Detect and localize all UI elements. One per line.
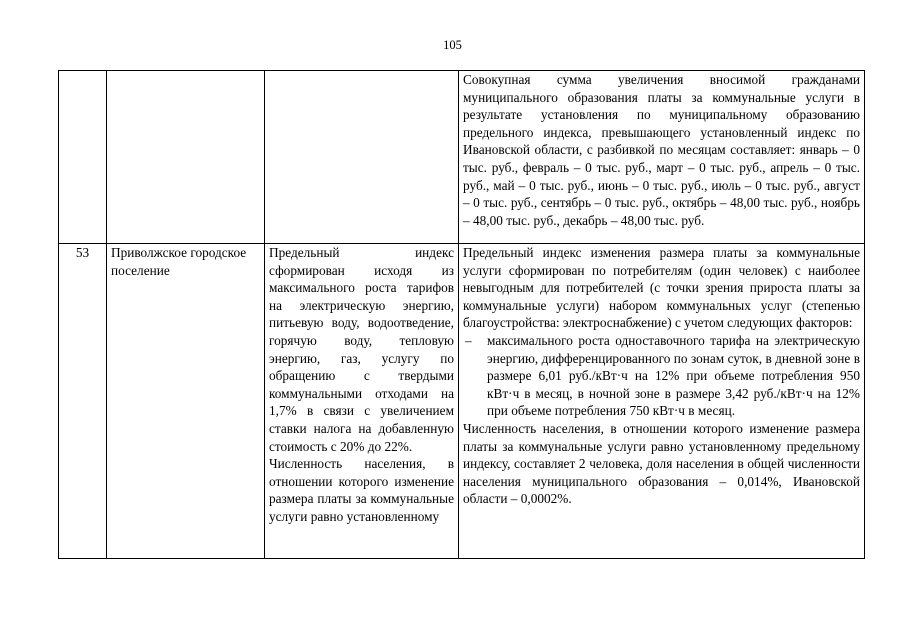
list-item bbox=[463, 332, 860, 420]
row-number-cell bbox=[59, 71, 107, 244]
description-outro-paragraph: Численность населения, в отношении которого изменение размера платы за коммунальные услуги равно установленному предельному индексу, составляет 2 человека, доля населения в общей численности населения муниципального образования – 0,014%, Ивановской области – 0,0002%. bbox=[463, 420, 860, 507]
row-number-cell: 53 bbox=[59, 244, 107, 559]
table-row bbox=[59, 71, 865, 244]
index-basis-cell bbox=[265, 244, 459, 559]
table-row bbox=[59, 244, 865, 559]
population-basis-paragraph: Численность населения, в отношении которого изменение размера платы за коммунальные услуги равно установленному bbox=[269, 456, 454, 524]
page-number: 105 bbox=[443, 38, 462, 52]
factor-text: максимального роста одноставочного тарифа на электрическую энергию, дифференцированного по зонам суток, в дневной зоне в размере 6,01 руб./кВт·ч на 12% при объеме потребления 950 кВт·ч в месяц, в ночной зоне в размере 3,42 руб./кВт·ч на 12% при объеме потребления 750 кВт·ч в месяц. bbox=[487, 332, 860, 419]
index-description-cell bbox=[459, 71, 865, 244]
index-basis-cell bbox=[265, 71, 459, 244]
list-bullet: – bbox=[465, 332, 472, 348]
municipality-name-cell bbox=[107, 71, 265, 244]
factors-list bbox=[463, 332, 860, 420]
description-intro-paragraph: Предельный индекс изменения размера платы за коммунальные услуги сформирован по потребителям (один человек) с наиболее невыгодным для потребителей (с точки зрения прироста платы за коммунальные услуги) набором коммунальных услуг (степенью благоустройства: электроснабжение) с учетом следующих факторов: bbox=[463, 245, 860, 331]
index-description-cell bbox=[459, 244, 865, 559]
municipal-index-table bbox=[58, 70, 865, 559]
index-basis-paragraph: Предельный индекс сформирован исходя из максимального роста тарифов на электрическую энергию, питьевую воду, водоотведение, горячую воду, тепловую энергию, газ, услугу по обращению с твердыми коммунальными отходами на 1,7% в связи с увеличением ставки налога на добавленную стоимость с 20% до 22%. bbox=[269, 245, 454, 454]
municipality-name-cell: Приволжское городское поселение bbox=[107, 244, 265, 559]
monthly-increase-paragraph: Совокупная сумма увеличения вносимой гражданами муниципального образования платы за коммунальные услуги в результате установления по муниципальному образованию предельного индекса, превышающего установленный индекс по Ивановской области, с разбивкой по месяцам составляет: январь – 0 тыс. руб., февраль – 0 тыс. руб., март – 0 тыс. руб., апрель – 0 тыс. руб., май – 0 тыс. руб., июнь – 0 тыс. руб., июль – 0 тыс. руб., август – 0 тыс. руб., сентябрь – 0 тыс. руб., октябрь – 48,00 тыс. руб., ноябрь – 48,00 тыс. руб., декабрь – 48,00 тыс. руб. bbox=[463, 72, 860, 228]
